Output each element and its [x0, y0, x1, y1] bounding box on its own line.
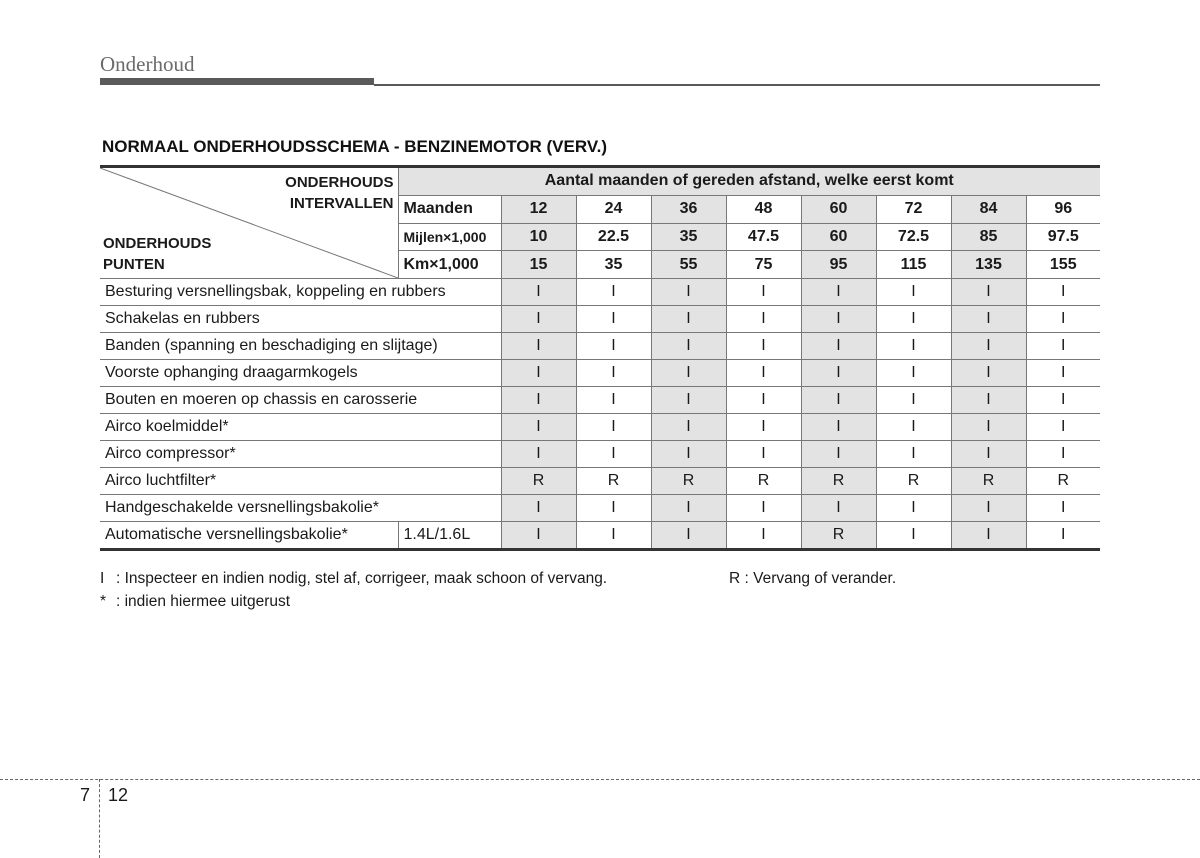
schedule-value: I	[726, 414, 801, 441]
schedule-value: I	[1026, 387, 1100, 414]
schedule-value: I	[576, 360, 651, 387]
schedule-value: R	[726, 468, 801, 495]
schedule-value: I	[876, 522, 951, 550]
interval-value: 60	[801, 223, 876, 251]
schedule-value: I	[801, 360, 876, 387]
corner-cell	[100, 167, 398, 279]
corner-top-label: ONDERHOUDS INTERVALLEN	[285, 174, 394, 212]
table-row	[100, 360, 1100, 387]
schedule-value: I	[726, 441, 801, 468]
schedule-value: I	[876, 441, 951, 468]
schedule-value: I	[501, 414, 576, 441]
schedule-value: I	[651, 333, 726, 360]
interval-value: 97.5	[1026, 223, 1100, 251]
schedule-value: I	[651, 360, 726, 387]
chapter-number: 7	[80, 785, 91, 805]
interval-value: 135	[951, 251, 1026, 279]
schedule-value: I	[1026, 333, 1100, 360]
interval-value: 85	[951, 223, 1026, 251]
schedule-value: I	[726, 360, 801, 387]
legend-star-symbol: *	[100, 593, 107, 610]
item-name: Besturing versnellingsbak, koppeling en rubbers	[100, 279, 501, 306]
interval-value: 95	[801, 251, 876, 279]
interval-value: 115	[876, 251, 951, 279]
schedule-value: I	[1026, 414, 1100, 441]
schedule-value: I	[501, 333, 576, 360]
schedule-value: I	[951, 441, 1026, 468]
interval-value: 15	[501, 251, 576, 279]
schedule-value: I	[801, 333, 876, 360]
table-row	[100, 495, 1100, 522]
schedule-value: R	[801, 522, 876, 550]
page-number: 12	[108, 785, 129, 805]
item-name: Banden (spanning en beschadiging en slijtage)	[100, 333, 501, 360]
table-row	[100, 468, 1100, 495]
item-name: Airco luchtfilter*	[100, 468, 501, 495]
schedule-value: I	[576, 522, 651, 550]
item-name: Handgeschakelde versnellingsbakolie*	[100, 495, 501, 522]
item-name: Automatische versnellingsbakolie*	[100, 522, 398, 550]
schedule-value: I	[801, 279, 876, 306]
item-name: Voorste ophanging draagarmkogels	[100, 360, 501, 387]
table-row	[100, 441, 1100, 468]
schedule-value: I	[501, 441, 576, 468]
table-row	[100, 522, 1100, 550]
schedule-value: R	[801, 468, 876, 495]
table-row	[100, 333, 1100, 360]
interval-label: Maanden	[398, 195, 501, 223]
schedule-value: R	[501, 468, 576, 495]
schedule-value: I	[801, 387, 876, 414]
item-name: Schakelas en rubbers	[100, 306, 501, 333]
interval-value: 24	[576, 195, 651, 223]
schedule-value: I	[1026, 279, 1100, 306]
schedule-value: I	[726, 387, 801, 414]
schedule-value: I	[801, 495, 876, 522]
schedule-value: I	[876, 387, 951, 414]
interval-value: 60	[801, 195, 876, 223]
schedule-value: R	[1026, 468, 1100, 495]
table-row	[100, 306, 1100, 333]
corner-bottom-label: ONDERHOUDS PUNTEN	[103, 235, 212, 273]
schedule-value: I	[1026, 306, 1100, 333]
schedule-value: I	[801, 414, 876, 441]
schedule-value: R	[576, 468, 651, 495]
interval-value: 155	[1026, 251, 1100, 279]
maintenance-schedule-table	[100, 165, 1100, 551]
schedule-value: I	[951, 333, 1026, 360]
legend-r-text: R : Vervang of verander.	[729, 570, 897, 587]
schedule-value: I	[501, 306, 576, 333]
schedule-value: I	[951, 414, 1026, 441]
schedule-value: I	[576, 279, 651, 306]
schedule-value: I	[576, 414, 651, 441]
legend-star-text: : indien hiermee uitgerust	[116, 593, 291, 610]
schedule-value: I	[876, 360, 951, 387]
item-name: Bouten en moeren op chassis en carosserie	[100, 387, 501, 414]
schedule-value: I	[951, 360, 1026, 387]
schedule-value: I	[876, 495, 951, 522]
interval-value: 96	[1026, 195, 1100, 223]
schedule-value: I	[501, 387, 576, 414]
schedule-value: I	[576, 495, 651, 522]
table-row	[100, 414, 1100, 441]
header-row-group	[100, 167, 1100, 196]
schedule-value: I	[951, 279, 1026, 306]
schedule-value: I	[1026, 495, 1100, 522]
header-rule-thick	[100, 78, 374, 85]
schedule-value: I	[801, 441, 876, 468]
interval-value: 35	[651, 223, 726, 251]
schedule-value: I	[501, 522, 576, 550]
schedule-value: I	[876, 279, 951, 306]
schedule-value: I	[726, 279, 801, 306]
footer-dashed-divider	[99, 779, 100, 858]
table-row	[100, 387, 1100, 414]
schedule-value: I	[726, 495, 801, 522]
section-title: Onderhoud	[100, 52, 195, 76]
schedule-value: I	[951, 522, 1026, 550]
schedule-value: I	[651, 306, 726, 333]
interval-value: 84	[951, 195, 1026, 223]
schedule-value: I	[651, 441, 726, 468]
interval-value: 72	[876, 195, 951, 223]
schedule-value: I	[1026, 360, 1100, 387]
schedule-value: I	[576, 333, 651, 360]
schedule-value: I	[576, 387, 651, 414]
schedule-value: I	[651, 495, 726, 522]
schedule-value: I	[651, 279, 726, 306]
schedule-value: I	[951, 387, 1026, 414]
schedule-value: I	[951, 306, 1026, 333]
interval-value: 35	[576, 251, 651, 279]
engine-variant: 1.4L/1.6L	[398, 522, 501, 550]
schedule-value: R	[876, 468, 951, 495]
legend-row-inspect	[100, 570, 1100, 593]
interval-value: 36	[651, 195, 726, 223]
schedule-value: I	[1026, 522, 1100, 550]
legend	[100, 570, 1100, 616]
schedule-value: R	[951, 468, 1026, 495]
item-name: Airco koelmiddel*	[100, 414, 501, 441]
item-name: Airco compressor*	[100, 441, 501, 468]
schedule-value: I	[876, 333, 951, 360]
schedule-value: I	[651, 522, 726, 550]
schedule-value: R	[651, 468, 726, 495]
table-row	[100, 279, 1100, 306]
schedule-value: I	[576, 306, 651, 333]
interval-value: 75	[726, 251, 801, 279]
schedule-value: I	[651, 414, 726, 441]
schedule-value: I	[726, 333, 801, 360]
schedule-value: I	[651, 387, 726, 414]
schedule-heading: NORMAAL ONDERHOUDSSCHEMA - BENZINEMOTOR (VERV.)	[102, 137, 607, 156]
schedule-value: I	[501, 495, 576, 522]
interval-label: Km×1,000	[398, 251, 501, 279]
schedule-value: I	[1026, 441, 1100, 468]
footer-dashed-rule	[0, 779, 1200, 780]
interval-value: 72.5	[876, 223, 951, 251]
schedule-value: I	[801, 306, 876, 333]
interval-value: 10	[501, 223, 576, 251]
group-header: Aantal maanden of gereden afstand, welke eerst komt	[398, 167, 1100, 196]
interval-value: 22.5	[576, 223, 651, 251]
legend-i-text: : Inspecteer en indien nodig, stel af, corrigeer, maak schoon of vervang.	[116, 570, 608, 587]
schedule-value: I	[501, 360, 576, 387]
interval-value: 12	[501, 195, 576, 223]
legend-row-optional	[100, 593, 1100, 616]
schedule-value: I	[501, 279, 576, 306]
header-rule-thin	[374, 84, 1100, 86]
schedule-value: I	[726, 306, 801, 333]
interval-value: 55	[651, 251, 726, 279]
interval-value: 48	[726, 195, 801, 223]
schedule-value: I	[726, 522, 801, 550]
legend-i-symbol: I	[100, 570, 105, 587]
schedule-value: I	[951, 495, 1026, 522]
interval-label: Mijlen×1,000	[398, 223, 501, 251]
schedule-value: I	[876, 306, 951, 333]
schedule-value: I	[876, 414, 951, 441]
interval-value: 47.5	[726, 223, 801, 251]
schedule-value: I	[576, 441, 651, 468]
